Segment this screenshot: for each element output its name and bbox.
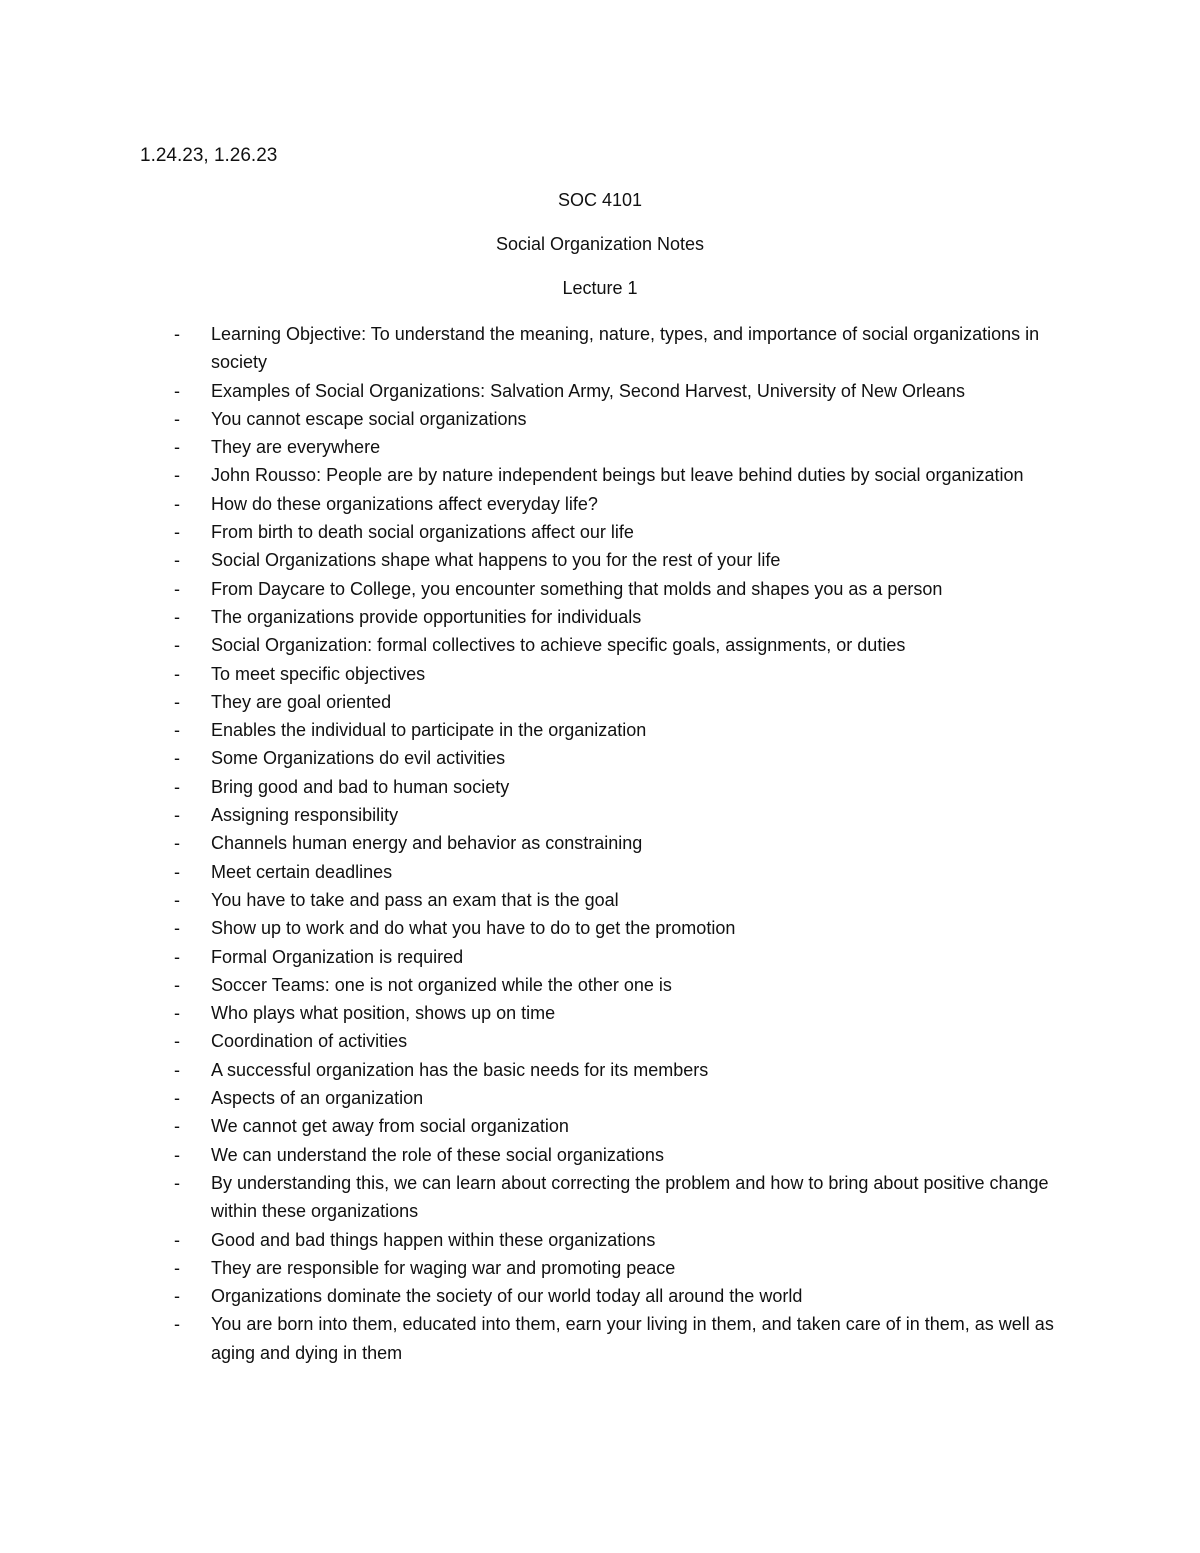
note-item [174, 1084, 1054, 1112]
note-text: Aspects of an organization [211, 1088, 424, 1109]
note-text: By understanding this, we can learn about correcting the problem and how to bring about positive change within these organizations [211, 1172, 1049, 1222]
note-text: They are responsible for waging war and promoting peace [211, 1257, 676, 1278]
dash-marker: - [174, 918, 180, 939]
note-item [174, 660, 1054, 688]
note-text: From Daycare to College, you encounter something that molds and shapes you as a person [211, 578, 943, 599]
dash-marker: - [174, 974, 180, 995]
note-item [174, 490, 1054, 518]
note-item [174, 773, 1054, 801]
note-item [174, 999, 1054, 1027]
note-item [174, 943, 1054, 971]
note-text: You cannot escape social organizations [211, 408, 527, 429]
dash-marker: - [174, 946, 180, 967]
note-item [174, 320, 1054, 377]
dash-marker: - [174, 720, 180, 741]
note-text: Coordination of activities [211, 1031, 408, 1052]
dash-marker: - [174, 748, 180, 769]
note-item [174, 886, 1054, 914]
note-text: Meet certain deadlines [211, 861, 393, 882]
note-item [174, 1169, 1054, 1226]
note-text: Good and bad things happen within these organizations [211, 1229, 656, 1250]
note-text: The organizations provide opportunities for individuals [211, 606, 642, 627]
note-text: Social Organization: formal collectives to achieve specific goals, assignments, or duties [211, 635, 906, 656]
dash-marker: - [174, 1003, 180, 1024]
note-item [174, 858, 1054, 886]
dash-marker: - [174, 522, 180, 543]
note-item [174, 1112, 1054, 1140]
note-item [174, 914, 1054, 942]
note-text: We can understand the role of these social organizations [211, 1144, 664, 1165]
dash-marker: - [174, 324, 180, 344]
dash-marker: - [174, 1229, 180, 1250]
note-item [174, 575, 1054, 603]
note-item [174, 1310, 1054, 1367]
dash-marker: - [174, 635, 180, 656]
note-text: You are born into them, educated into them, earn your living in them, and taken care of in them, as well as aging and dying in them [211, 1314, 1054, 1363]
dash-marker: - [174, 578, 180, 599]
note-item [174, 1254, 1054, 1282]
note-item [174, 1226, 1054, 1254]
dash-marker: - [174, 691, 180, 712]
dash-marker: - [174, 408, 180, 429]
dash-marker: - [174, 1088, 180, 1109]
note-item [174, 744, 1054, 772]
dash-marker: - [174, 1144, 180, 1165]
note-text: How do these organizations affect everyday life? [211, 493, 598, 514]
note-text: Who plays what position, shows up on time [211, 1003, 556, 1024]
note-item [174, 716, 1054, 744]
note-item [174, 1141, 1054, 1169]
note-item [174, 518, 1054, 546]
dash-marker: - [174, 1286, 180, 1307]
note-text: John Rousso: People are by nature independent beings but leave behind duties by social organization [211, 465, 1024, 486]
dash-marker: - [174, 1031, 180, 1052]
course-code: SOC 4101 [557, 190, 643, 210]
note-text: They are goal oriented [211, 691, 392, 712]
note-item [174, 546, 1054, 574]
dash-marker: - [174, 1314, 180, 1335]
note-text: You have to take and pass an exam that is the goal [211, 889, 619, 910]
dash-marker: - [174, 493, 180, 514]
dash-marker: - [174, 550, 180, 571]
dash-marker: - [174, 1257, 180, 1278]
note-item [174, 1282, 1054, 1310]
note-text: Soccer Teams: one is not organized while the other one is [211, 974, 672, 995]
note-text: Channels human energy and behavior as constraining [211, 833, 643, 854]
dash-marker: - [174, 465, 180, 486]
note-item [174, 377, 1054, 405]
dash-marker: - [174, 889, 180, 910]
note-item [174, 801, 1054, 829]
lecture-number: Lecture 1 [562, 278, 638, 298]
note-text: A successful organization has the basic needs for its members [211, 1059, 709, 1080]
note-item [174, 688, 1054, 716]
note-text: We cannot get away from social organization [211, 1116, 569, 1137]
note-text: Social Organizations shape what happens to you for the rest of your life [211, 550, 781, 571]
document-title: Social Organization Notes [495, 234, 705, 254]
lecture-dates: 1.24.23, 1.26.23 [140, 145, 278, 166]
note-item [174, 603, 1054, 631]
note-item [174, 631, 1054, 659]
note-text: Examples of Social Organizations: Salvation Army, Second Harvest, University of New Orleans [211, 380, 965, 401]
note-item [174, 405, 1054, 433]
note-text: Show up to work and do what you have to do to get the promotion [211, 918, 736, 939]
dash-marker: - [174, 776, 180, 797]
note-item [174, 829, 1054, 857]
note-text: Organizations dominate the society of our world today all around the world [211, 1286, 803, 1307]
note-item [174, 461, 1054, 489]
dash-marker: - [174, 833, 180, 854]
dash-marker: - [174, 437, 180, 458]
dash-marker: - [174, 1172, 180, 1193]
note-text: To meet specific objectives [211, 663, 426, 684]
notes-list [174, 320, 1054, 1367]
note-item [174, 971, 1054, 999]
note-text: Some Organizations do evil activities [211, 748, 506, 769]
note-text: They are everywhere [211, 437, 381, 458]
note-item [174, 1056, 1054, 1084]
note-item [174, 433, 1054, 461]
note-text: Learning Objective: To understand the meaning, nature, types, and importance of social organizations in society [211, 324, 1040, 373]
dash-marker: - [174, 861, 180, 882]
dash-marker: - [174, 380, 180, 401]
dash-marker: - [174, 606, 180, 627]
note-text: Formal Organization is required [211, 946, 464, 967]
dash-marker: - [174, 1116, 180, 1137]
note-text: Bring good and bad to human society [211, 776, 510, 797]
note-text: Enables the individual to participate in the organization [211, 720, 647, 741]
dash-marker: - [174, 805, 180, 826]
dash-marker: - [174, 663, 180, 684]
dash-marker: - [174, 1059, 180, 1080]
note-item [174, 1027, 1054, 1055]
note-text: From birth to death social organizations affect our life [211, 522, 634, 543]
note-text: Assigning responsibility [211, 805, 399, 826]
